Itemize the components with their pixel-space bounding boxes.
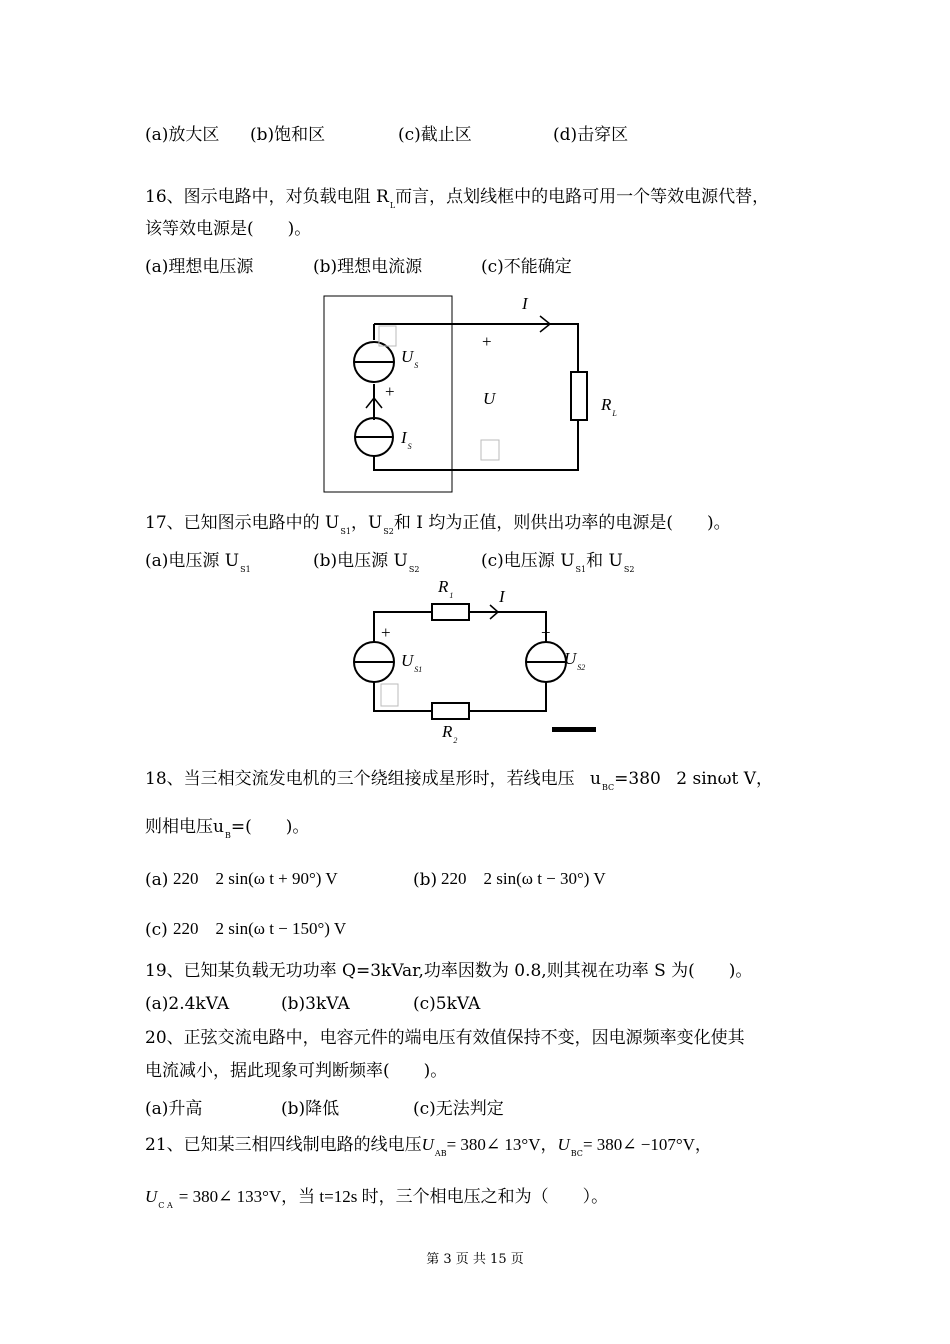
q21-text-4: = 380∠ 133°V，当 t=12s 时，三个相电压之和为（ ）。 xyxy=(178,1187,609,1206)
q16-plus-u: + xyxy=(482,332,492,351)
top-right-wire xyxy=(469,612,546,642)
q15-option-d: (d)击穿区 xyxy=(553,125,629,145)
q20-question-line1: 20、正弦交流电路中，电容元件的端电压有效值保持不变，因电源频率变化使其 xyxy=(145,1028,745,1048)
q16-option-a: (a)理想电压源 xyxy=(145,257,254,277)
q17-text-3: 和 I 均为正值，则供出功率的电源是( )。 xyxy=(393,513,731,533)
q18-text-1: 18、当三相交流发电机的三个绕组接成星形时，若线电压 xyxy=(145,769,575,789)
resistor-r1-icon xyxy=(432,604,469,620)
q19-option-a: (a)2.4kVA xyxy=(145,994,230,1014)
current-arrow-i-icon xyxy=(540,316,550,332)
q17-sub-s1: S1 xyxy=(340,527,351,536)
q21-uab-sub: AB xyxy=(434,1149,447,1158)
q18-option-c-expr: 220 2 sin(ω t − 150°) V xyxy=(173,919,347,938)
current-source-is-icon xyxy=(355,418,393,456)
q21-uca: U xyxy=(145,1187,158,1206)
q17-label-r2: $R_2$ xyxy=(442,722,458,745)
q17-option-c: (c)电压源 $U_{S1}$和 $U_{S2}$ xyxy=(481,551,635,574)
q21-text-2: = 380∠ 13°V， xyxy=(446,1135,558,1154)
q21-ubc: U xyxy=(557,1135,570,1154)
q16-rl-sub: L xyxy=(389,201,396,210)
q18-option-a-label: (a) xyxy=(145,870,169,890)
q19-option-b: (b)3kVA xyxy=(281,994,350,1014)
q19-question: 19、已知某负载无功功率 Q=3kVar,功率因数为 0.8,则其视在功率 S 为( )。 xyxy=(145,961,753,981)
q21-uab: U xyxy=(421,1135,434,1154)
q15-option-c: (c)截止区 xyxy=(398,125,472,145)
q21-text-3: = 380∠ −107°V， xyxy=(582,1135,712,1154)
q17-plus-us2: + xyxy=(541,623,551,642)
voltage-source-us2-icon xyxy=(526,642,566,682)
q16-plus-us: + xyxy=(385,382,395,401)
current-arrow-i-icon xyxy=(490,605,498,619)
q16-question-line1 xyxy=(145,186,769,217)
q17-plus-us1: + xyxy=(381,623,391,642)
q18-ub-sub: B xyxy=(224,831,231,840)
q18-option-a-expr: 220 2 sin(ω t + 90°) V xyxy=(173,869,338,888)
q16-option-c: (c)不能确定 xyxy=(481,257,572,277)
q15-option-b: (b)饱和区 xyxy=(250,125,326,145)
q20-option-b: (b)降低 xyxy=(281,1099,340,1119)
q20-option-c: (c)无法判定 xyxy=(413,1099,504,1119)
q20-option-a: (a)升高 xyxy=(145,1099,203,1119)
q17-label-r1: $R_1$ xyxy=(438,577,454,600)
q21-text-1: 21、已知某三相四线制电路的线电压 xyxy=(145,1135,422,1155)
q18-question-line1 xyxy=(145,768,773,799)
q18-option-b-label: (b) xyxy=(413,870,438,890)
q16-option-b: (b)理想电流源 xyxy=(313,257,423,277)
q21-question-line1 xyxy=(145,1134,712,1165)
current-arrow-is-icon xyxy=(366,398,382,408)
q16-text-a: 16、图示电路中，对负载电阻 R xyxy=(145,187,389,207)
q18-option-b-expr: 220 2 sin(ω t − 30°) V xyxy=(441,869,606,888)
q18-ubc: u xyxy=(590,769,601,789)
q18-text-3: 2 sinωt V， xyxy=(676,769,773,789)
q15-option-a: (a)放大区 xyxy=(145,125,220,145)
q16-label-u: U xyxy=(483,389,496,408)
q20-question-line2: 电流减小，据此现象可判断频率( )。 xyxy=(145,1061,448,1081)
q21-uca-sub: C A xyxy=(158,1201,173,1210)
q18-ub: u xyxy=(213,817,224,837)
resistor-r2-icon xyxy=(432,703,469,719)
bottom-left-wire xyxy=(374,682,432,711)
q21-ubc-sub: BC xyxy=(570,1149,583,1158)
q21-question-line2 xyxy=(145,1186,608,1217)
q16-question-line2: 该等效电源是( )。 xyxy=(145,219,312,239)
q17-text-1: 17、已知图示电路中的 U xyxy=(145,513,340,533)
q16-label-i: I xyxy=(522,294,528,313)
q16-label-us: $U_S$ xyxy=(401,347,419,370)
q17-question xyxy=(145,512,731,543)
q18-question-line2 xyxy=(145,816,309,847)
bottom-right-wire xyxy=(469,682,546,711)
q18-text-5: =( )。 xyxy=(230,817,310,837)
decorative-bar xyxy=(552,727,596,732)
voltage-source-us1-icon xyxy=(354,642,394,682)
resistor-rl-icon xyxy=(571,372,587,420)
q17-text-2: ，U xyxy=(350,513,383,533)
q19-option-c: (c)5kVA xyxy=(413,994,481,1014)
q17-label-i: I xyxy=(499,587,505,606)
q17-option-a: (a)电压源 $U_{S1}$ xyxy=(145,551,251,574)
voltage-source-us-icon xyxy=(354,342,394,382)
page-footer: 第 3 页 共 15 页 xyxy=(426,1252,524,1267)
q17-label-us1: $U_{S1}$ xyxy=(401,651,423,674)
q17-option-b: (b)电压源 $U_{S2}$ xyxy=(313,551,420,574)
q16-label-is: $I_S$ xyxy=(401,428,412,451)
q17-label-us2: $U_{S2}$ xyxy=(564,649,586,672)
q18-text-4: 则相电压 xyxy=(145,817,213,837)
q18-option-c-label: (c) xyxy=(145,920,168,940)
q17-sub-s2: S2 xyxy=(383,527,394,536)
q18-text-2: =380 xyxy=(614,769,661,789)
q16-label-rl: $R_L$ xyxy=(601,395,617,418)
q18-ubc-sub: BC xyxy=(602,783,615,792)
q16-text-b: 而言，点划线框中的电路可用一个等效电源代替， xyxy=(395,187,770,207)
